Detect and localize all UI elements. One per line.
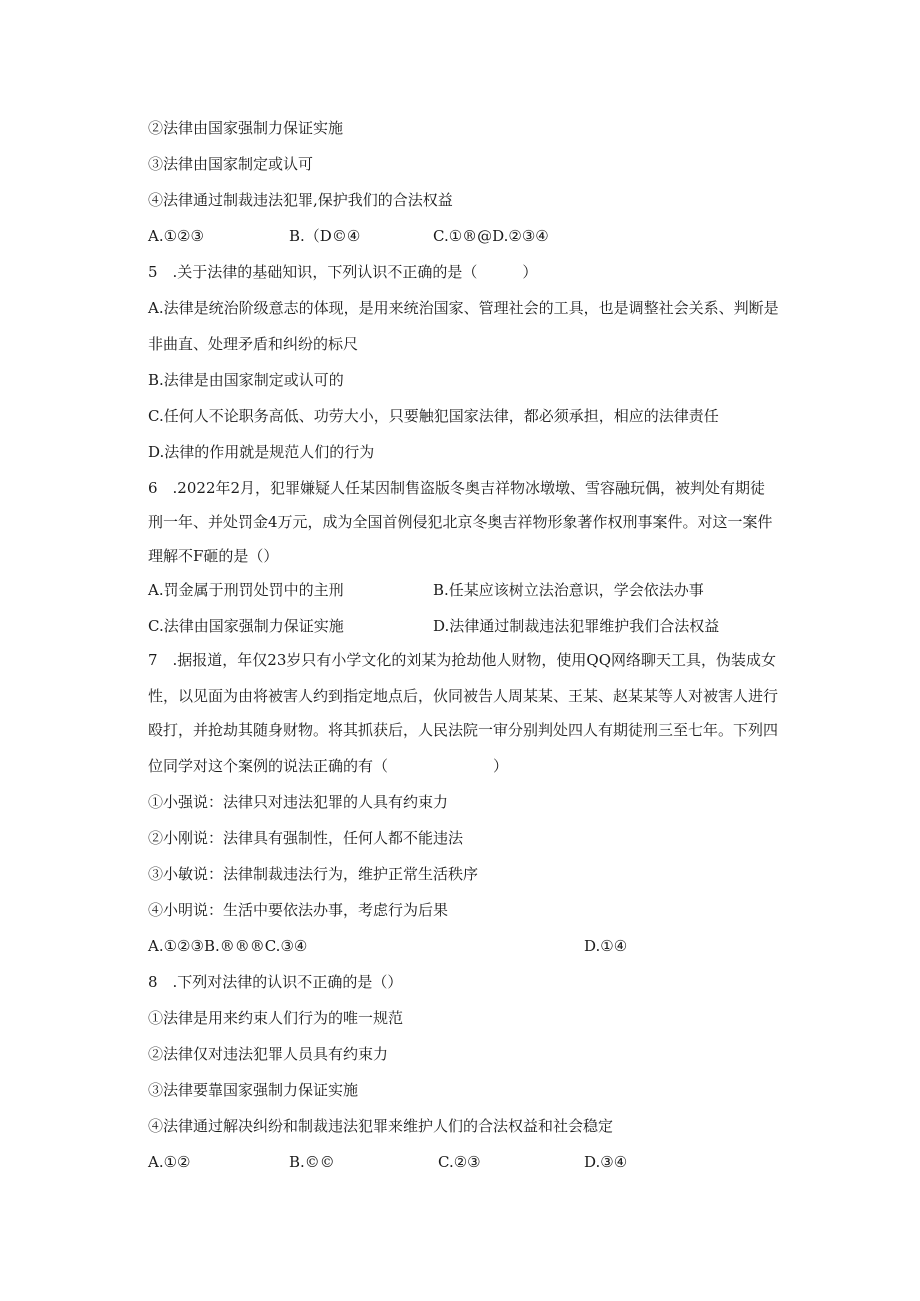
q7-stem-line1: 7 .据报道，年仅23岁只有小学文化的刘某为抢劫他人财物，使用QQ网络聊天工具，伪装成女 [148, 651, 776, 669]
q5-stem: 5 .关于法律的基础知识，下列认识不正确的是（ ） [148, 263, 538, 281]
q6-option-d: D.法律通过制裁违法犯罪维护我们合法权益 [433, 617, 720, 635]
q8-stem: 8 .下列对法律的认识不正确的是（） [148, 973, 403, 991]
q7-statement-1: ①小强说：法律只对违法犯罪的人具有约束力 [148, 793, 449, 811]
q8-statement-3: ③法律要靠国家强制力保证实施 [148, 1081, 359, 1099]
q8-option-d: D.③④ [584, 1153, 628, 1171]
q7-statement-3: ③小敏说：法律制裁违法行为，维护正常生活秩序 [148, 865, 479, 883]
q4-statement-3: ③法律由国家制定或认可 [148, 155, 314, 173]
q6-option-b: B.任某应该树立法治意识，学会依法办事 [433, 581, 704, 599]
q6-option-a: A.罚金属于刑罚处罚中的主刑 [148, 581, 344, 599]
q4-option-cd: C.①®@D.②③④ [433, 227, 549, 245]
q7-options-abc: A.①②③B.®®®C.③④ [148, 937, 308, 955]
q4-option-b: B.（D©④ [289, 227, 361, 245]
q5-option-a-line2: 非曲直、处理矛盾和纠纷的标尺 [148, 335, 359, 353]
q7-option-d: D.①④ [584, 937, 628, 955]
q4-option-a: A.①②③ [148, 227, 204, 245]
q6-stem-line3: 理解不F砸的是（） [148, 547, 279, 565]
q8-statement-1: ①法律是用来约束人们行为的唯一规范 [148, 1009, 404, 1027]
q7-statement-4: ④小明说：生活中要依法办事，考虑行为后果 [148, 901, 449, 919]
q5-option-c: C.任何人不论职务高低、功劳大小，只要触犯国家法律，都必须承担，相应的法律责任 [148, 407, 719, 425]
q5-option-a-line1: A.法律是统治阶级意志的体现，是用来统治国家、管理社会的工具，也是调整社会关系、判断是 [148, 299, 779, 317]
q8-statement-4: ④法律通过解决纠纷和制裁违法犯罪来维护人们的合法权益和社会稳定 [148, 1117, 614, 1135]
q8-statement-2: ②法律仅对违法犯罪人员具有约束力 [148, 1045, 389, 1063]
q7-stem-line2: 性，以见面为由将被害人约到指定地点后，伙同被告人周某某、王某、赵某某等人对被害人进行 [148, 687, 779, 705]
q7-statement-2: ②小刚说：法律具有强制性，任何人都不能违法 [148, 829, 464, 847]
q5-option-d: D.法律的作用就是规范人们的行为 [148, 443, 375, 461]
q6-stem-line1: 6 .2022年2月，犯罪嫌疑人任某因制售盗版冬奥吉祥物冰墩墩、雪容融玩偶，被判处有期徒 [148, 479, 766, 497]
q7-stem-line4: 位同学对这个案例的说法正确的有（ ） [148, 757, 509, 775]
q5-option-b: B.法律是由国家制定或认可的 [148, 371, 344, 389]
q6-option-c: C.法律由国家强制力保证实施 [148, 617, 344, 635]
q8-option-a: A.①② [148, 1153, 191, 1171]
q4-statement-4: ④法律通过制裁违法犯罪,保护我们的合法权益 [148, 191, 453, 209]
q6-stem-line2: 刑一年、并处罚金4万元，成为全国首例侵犯北京冬奥吉祥物形象著作权刑事案件。对这一案件 [148, 513, 773, 531]
q7-stem-line3: 殴打，并抢劫其随身财物。将其抓获后，人民法院一审分别判处四人有期徒刑三至七年。下列四 [148, 721, 779, 739]
q8-option-c: C.②③ [438, 1153, 481, 1171]
q4-statement-2: ②法律由国家强制力保证实施 [148, 119, 344, 137]
q8-option-b: B.©© [289, 1153, 335, 1171]
